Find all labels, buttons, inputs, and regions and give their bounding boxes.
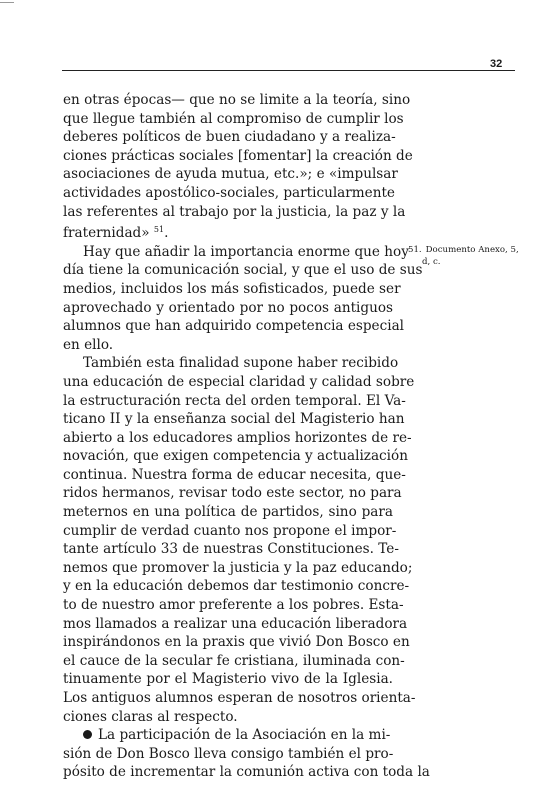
text-line: ridos hermanos, revisar todo este sector, no para [63, 485, 402, 502]
footnote-text: Documento Anexo, 5, [425, 245, 519, 255]
text-line: en ello. [63, 336, 114, 353]
text-line-content: La participación de la Asociación en la mi- [98, 727, 391, 744]
text-line: la estructuración recta del orden temporal. El Va- [63, 392, 406, 409]
scan-corner-mark [0, 2, 14, 3]
text-line: Los antiguos alumnos esperan de nosotros orienta- [63, 690, 416, 706]
footnote-reference: 51 [153, 225, 165, 235]
footnote-number: 51. [408, 245, 422, 255]
text-line: las referentes al trabajo por la justicia, la paz y la [63, 203, 406, 220]
text-line: medios, incluidos los más sofisticados, puede ser [63, 280, 401, 297]
text-line: Hay que añadir la importancia enorme que hoy [83, 243, 409, 260]
text-line: sión de Don Bosco lleva consigo también el pro- [63, 745, 394, 762]
text-line: También esta finalidad supone haber recibido [83, 355, 399, 372]
text-line: deberes políticos de buen ciudadano y a realiza- [63, 129, 396, 146]
text-line: inspirándonos en la praxis que vivió Don Bosco en [63, 634, 410, 651]
text-line: mos llamados a realizar una educación liberadora [63, 615, 408, 632]
text-line: aprovechado y orientado por no pocos antiguos [63, 299, 393, 316]
bullet-icon [83, 730, 92, 739]
text-line: novación, que exigen competencia y actualización [63, 448, 408, 465]
text-line: ticano II y la enseñanza social del Magisterio han [63, 411, 405, 428]
text-line: alumnos que han adquirido competencia especial [63, 318, 405, 335]
text-line: el cauce de la secular fe cristiana, iluminada con- [63, 652, 405, 669]
text-line: que llegue también al compromiso de cumplir los [63, 110, 404, 127]
footnote-line: d, c. [422, 257, 441, 267]
text-line: ciones claras al respecto. [63, 708, 238, 725]
text-line: fraternidad» $^{51}$. [63, 225, 169, 242]
text-line: y en la educación debemos dar testimonio concre- [63, 578, 410, 595]
text-line: día tiene la comunicación social, y que el uso de sus [63, 262, 423, 279]
text-line-content: fraternidad» [63, 225, 150, 242]
footnote-line [408, 244, 523, 256]
text-line: abierto a los educadores amplios horizontes de re- [63, 429, 412, 446]
text-line: asociaciones de ayuda mutua, etc.»; e «impulsar [63, 166, 398, 183]
text-line: una educación de especial claridad y calidad sobre [63, 373, 415, 390]
text-line [63, 726, 393, 745]
text-line: continua. Nuestra forma de educar necesita, que- [63, 466, 406, 483]
text-line: ciones prácticas sociales [fomentar] la creación de [63, 147, 413, 164]
text-line: cumplir de verdad cuanto nos propone el impor- [63, 522, 397, 539]
text-line: tante artículo 33 de nuestras Constituciones. Te- [63, 541, 399, 558]
footnote [408, 244, 523, 268]
text-line: nemos que promover la justicia y la paz educando; [63, 559, 413, 576]
main-text [63, 91, 430, 782]
text-line: tinuamente por el Magisterio vivo de la Iglesia. [63, 671, 393, 688]
text-line: meternos en una política de partidos, sino para [63, 504, 393, 521]
header-rule [62, 70, 515, 71]
text-line: to de nuestro amor preferente a los pobres. Esta- [63, 597, 404, 614]
page-number: 32 [490, 58, 503, 70]
text-line: en otras épocas— que no se limite a la teoría, sino [63, 92, 411, 108]
text-line: actividades apostólico-sociales, particularmente [63, 184, 395, 201]
text-line: pósito de incrementar la comunión activa con toda la [63, 764, 430, 781]
